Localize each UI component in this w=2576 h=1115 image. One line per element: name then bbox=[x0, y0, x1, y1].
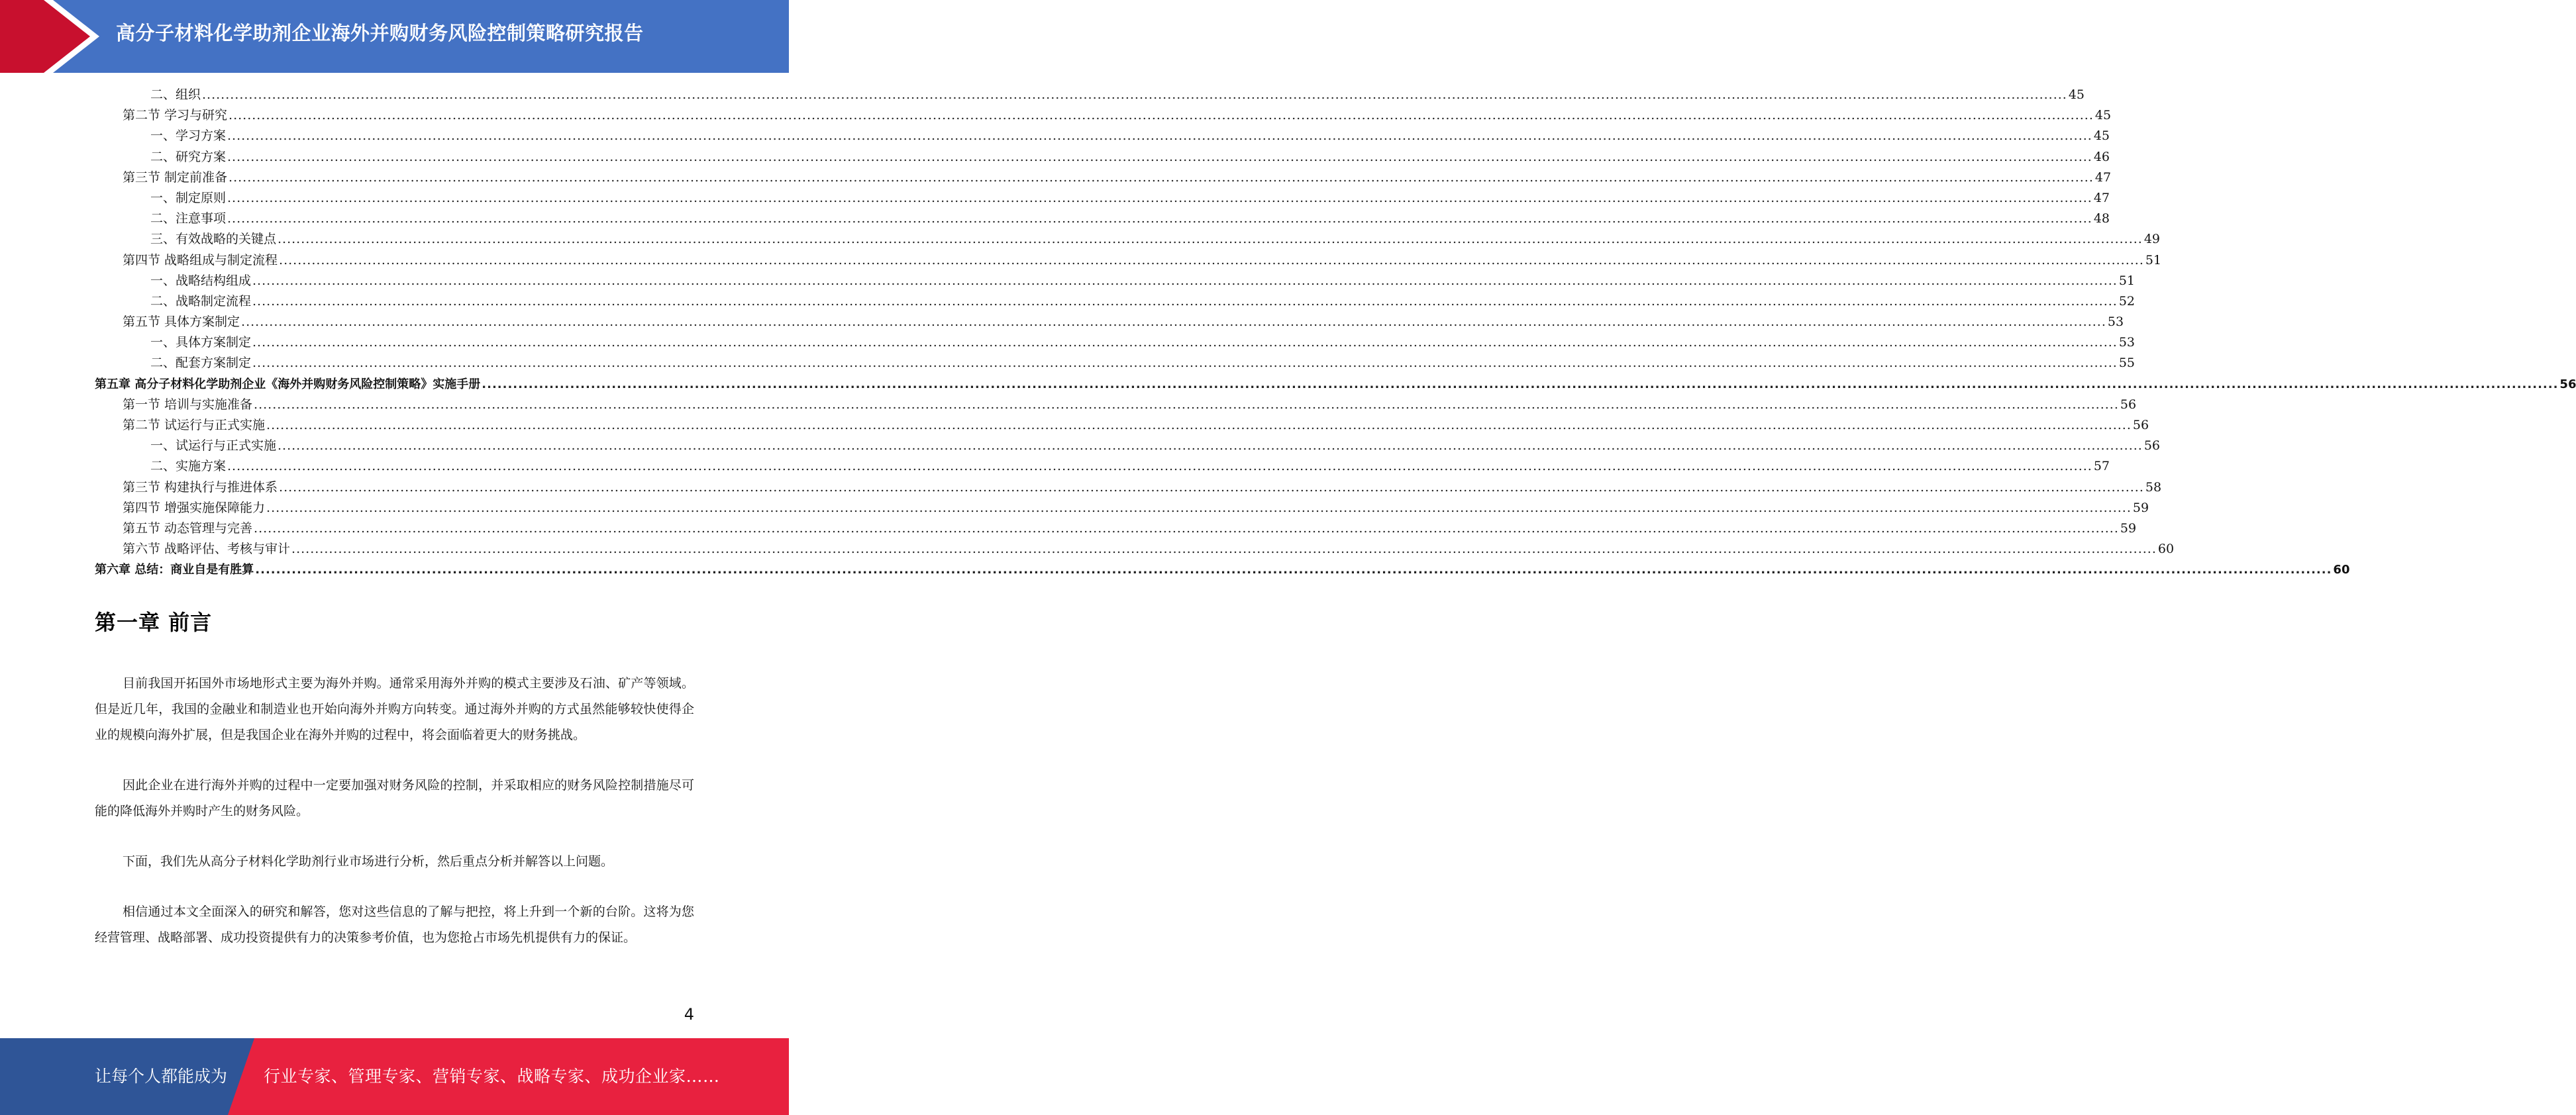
toc-subsection-entry[interactable] bbox=[95, 147, 2110, 168]
toc-entry-title: 第二节 学习与研究 bbox=[123, 108, 228, 123]
toc-subsection-entry[interactable] bbox=[95, 188, 2110, 209]
toc-entry-page: 51 bbox=[2118, 273, 2136, 288]
toc-leader-dots: ................................................................................................................................................................................................................................................................................................................................................................................................................ bbox=[227, 128, 2092, 144]
toc-leader-dots: ................................................................................................................................................................................................................................................................................................................................................................................................................ bbox=[278, 438, 2143, 454]
toc-entry-page: 60 bbox=[2157, 542, 2175, 557]
table-of-contents bbox=[95, 85, 2576, 581]
toc-leader-dots: ................................................................................................................................................................................................................................................................................................................................................................................................................ bbox=[254, 520, 2119, 536]
toc-leader-dots: ................................................................................................................................................................................................................................................................................................................................................................................................................ bbox=[229, 170, 2094, 185]
toc-section-entry[interactable] bbox=[95, 168, 2112, 188]
toc-subsection-entry[interactable] bbox=[95, 291, 2136, 312]
page-footer bbox=[0, 1038, 789, 1115]
toc-entry-page: 56 bbox=[2143, 438, 2161, 454]
toc-entry-title: 二、战略制定流程 bbox=[150, 293, 252, 309]
toc-leader-dots: ................................................................................................................................................................................................................................................................................................................................................................................................................ bbox=[482, 377, 2559, 391]
toc-section-entry[interactable] bbox=[95, 415, 2149, 436]
toc-leader-dots: ................................................................................................................................................................................................................................................................................................................................................................................................................ bbox=[254, 397, 2119, 412]
toc-entry-page: 45 bbox=[2094, 108, 2112, 123]
toc-leader-dots: ................................................................................................................................................................................................................................................................................................................................................................................................................ bbox=[266, 418, 2132, 432]
page-header bbox=[0, 0, 789, 73]
toc-subsection-entry[interactable] bbox=[95, 271, 2136, 291]
toc-section-entry[interactable] bbox=[95, 518, 2137, 539]
toc-entry-page: 56 bbox=[2132, 418, 2149, 432]
toc-entry-page: 53 bbox=[2118, 335, 2136, 350]
paragraph: 因此企业在进行海外并购的过程中一定要加强对财务风险的控制，并采取相应的财务风险控制措施尽可能的降低海外并购时产生的财务风险。 bbox=[95, 778, 694, 818]
footer-slogan-left: 让每个人都能成为 bbox=[95, 1067, 228, 1086]
toc-entry-title: 第五节 具体方案制定 bbox=[123, 315, 240, 330]
toc-leader-dots: ................................................................................................................................................................................................................................................................................................................................................................................................................ bbox=[229, 108, 2094, 123]
toc-entry-title: 二、研究方案 bbox=[150, 149, 227, 164]
toc-leader-dots: ................................................................................................................................................................................................................................................................................................................................................................................................................ bbox=[227, 459, 2092, 474]
toc-entry-title: 一、战略结构组成 bbox=[150, 273, 252, 288]
toc-entry-page: 56 bbox=[2120, 397, 2137, 412]
toc-leader-dots: ................................................................................................................................................................................................................................................................................................................................................................................................................ bbox=[278, 232, 2143, 247]
toc-leader-dots: ................................................................................................................................................................................................................................................................................................................................................................................................................ bbox=[279, 479, 2144, 495]
toc-entry-title: 一、具体方案制定 bbox=[150, 335, 252, 350]
toc-subsection-entry[interactable] bbox=[95, 126, 2110, 146]
toc-entry-page: 55 bbox=[2118, 356, 2136, 371]
toc-entry-page: 58 bbox=[2145, 479, 2162, 495]
paragraph: 下面，我们先从高分子材料化学助剂行业市场进行分析，然后重点分析并解答以上问题。 bbox=[123, 854, 614, 869]
toc-entry-title: 二、实施方案 bbox=[150, 459, 227, 474]
report-title: 高分子材料化学助剂企业海外并购财务风险控制策略研究报告 bbox=[116, 22, 644, 44]
paragraph: 相信通过本文全面深入的研究和解答，您对这些信息的了解与把控，将上升到一个新的台阶。这将为您经营管理、战略部署、成功投资提供有力的决策参考价值，也为您抢占市场先机提供有力的保证。 bbox=[95, 904, 694, 945]
toc-subsection-entry[interactable] bbox=[95, 209, 2110, 229]
toc-section-entry[interactable] bbox=[95, 477, 2162, 498]
toc-entry-title: 第五节 动态管理与完善 bbox=[123, 520, 253, 536]
toc-leader-dots: ................................................................................................................................................................................................................................................................................................................................................................................................................ bbox=[252, 356, 2118, 371]
red-arrow-emblem bbox=[0, 0, 106, 73]
toc-entry-title: 一、试运行与正式实施 bbox=[150, 438, 277, 454]
toc-leader-dots: ................................................................................................................................................................................................................................................................................................................................................................................................................ bbox=[227, 190, 2092, 205]
toc-subsection-entry[interactable] bbox=[95, 332, 2136, 353]
toc-entry-page: 45 bbox=[2093, 128, 2110, 144]
toc-entry-page: 59 bbox=[2120, 520, 2137, 536]
toc-leader-dots: ................................................................................................................................................................................................................................................................................................................................................................................................................ bbox=[291, 542, 2157, 557]
toc-entry-page: 49 bbox=[2143, 232, 2161, 247]
toc-entry-page: 46 bbox=[2093, 149, 2110, 164]
toc-entry-page: 47 bbox=[2093, 190, 2110, 205]
toc-section-entry[interactable] bbox=[95, 250, 2162, 271]
footer-slogan-right: 行业专家、管理专家、营销专家、战略专家、成功企业家…… bbox=[264, 1067, 720, 1086]
toc-leader-dots: ................................................................................................................................................................................................................................................................................................................................................................................................................ bbox=[227, 149, 2092, 164]
toc-leader-dots: ................................................................................................................................................................................................................................................................................................................................................................................................................ bbox=[227, 211, 2092, 226]
toc-entry-page: 45 bbox=[2068, 87, 2085, 102]
toc-leader-dots: ................................................................................................................................................................................................................................................................................................................................................................................................................ bbox=[266, 500, 2132, 515]
toc-subsection-entry[interactable] bbox=[95, 229, 2161, 250]
toc-entry-page: 51 bbox=[2145, 252, 2162, 267]
toc-entry-page: 53 bbox=[2107, 315, 2124, 330]
page-number: 4 bbox=[684, 1005, 694, 1024]
toc-section-entry[interactable] bbox=[95, 395, 2137, 415]
toc-leader-dots: ................................................................................................................................................................................................................................................................................................................................................................................................................ bbox=[252, 335, 2118, 350]
toc-entry-page: 57 bbox=[2093, 459, 2110, 474]
toc-section-entry[interactable] bbox=[95, 105, 2112, 126]
toc-section-entry[interactable] bbox=[95, 498, 2149, 518]
chapter-heading: 第一章 前言 bbox=[95, 610, 213, 635]
chapter-body bbox=[95, 671, 694, 975]
toc-entry-title: 一、学习方案 bbox=[150, 128, 227, 144]
toc-entry-title: 二、注意事项 bbox=[150, 211, 227, 226]
toc-entry-page: 60 bbox=[2333, 563, 2350, 577]
toc-leader-dots: ................................................................................................................................................................................................................................................................................................................................................................................................................ bbox=[202, 87, 2067, 102]
toc-entry-title: 一、制定原则 bbox=[150, 190, 227, 205]
toc-leader-dots: ................................................................................................................................................................................................................................................................................................................................................................................................................ bbox=[252, 273, 2118, 288]
toc-entry-page: 47 bbox=[2094, 170, 2112, 185]
toc-entry-title: 三、有效战略的关键点 bbox=[150, 232, 277, 247]
toc-subsection-entry[interactable] bbox=[95, 85, 2085, 105]
toc-entry-page: 56 bbox=[2559, 377, 2576, 391]
toc-entry-title: 第五章 高分子材料化学助剂企业《海外并购财务风险控制策略》实施手册 bbox=[95, 377, 481, 391]
toc-chapter-entry[interactable] bbox=[95, 559, 2350, 580]
toc-subsection-entry[interactable] bbox=[95, 353, 2136, 373]
toc-chapter-entry[interactable] bbox=[95, 374, 2576, 395]
toc-entry-title: 第六章 总结：商业自是有胜算 bbox=[95, 563, 254, 577]
toc-entry-page: 59 bbox=[2132, 500, 2149, 515]
toc-entry-title: 第四节 战略组成与制定流程 bbox=[123, 252, 278, 267]
toc-entry-title: 第二节 试运行与正式实施 bbox=[123, 418, 266, 432]
paragraph: 目前我国开拓国外市场地形式主要为海外并购。通常采用海外并购的模式主要涉及石油、矿产等领域。但是近几年，我国的金融业和制造业也开始向海外并购方向转变。通过海外并购的方式虽然能够较快使得企业的规模向海外扩展，但是我国企业在海外并购的过程中，将会面临着更大的财务挑战。 bbox=[95, 676, 694, 742]
toc-entry-title: 二、组织 bbox=[150, 87, 201, 102]
toc-entry-page: 52 bbox=[2118, 293, 2136, 309]
toc-leader-dots: ................................................................................................................................................................................................................................................................................................................................................................................................................ bbox=[255, 563, 2332, 577]
toc-entry-page: 48 bbox=[2093, 211, 2110, 226]
toc-entry-title: 第四节 增强实施保障能力 bbox=[123, 500, 266, 515]
toc-leader-dots: ................................................................................................................................................................................................................................................................................................................................................................................................................ bbox=[279, 252, 2144, 267]
toc-entry-title: 第三节 构建执行与推进体系 bbox=[123, 479, 278, 495]
toc-subsection-entry[interactable] bbox=[95, 436, 2161, 456]
toc-leader-dots: ................................................................................................................................................................................................................................................................................................................................................................................................................ bbox=[241, 315, 2106, 330]
toc-leader-dots: ................................................................................................................................................................................................................................................................................................................................................................................................................ bbox=[252, 293, 2118, 309]
toc-entry-title: 第一节 培训与实施准备 bbox=[123, 397, 253, 412]
toc-section-entry[interactable] bbox=[95, 312, 2124, 332]
toc-section-entry[interactable] bbox=[95, 539, 2175, 559]
toc-entry-title: 第三节 制定前准备 bbox=[123, 170, 228, 185]
toc-subsection-entry[interactable] bbox=[95, 456, 2110, 477]
toc-entry-title: 二、配套方案制定 bbox=[150, 356, 252, 371]
arrow-red-shape bbox=[0, 0, 90, 73]
toc-entry-title: 第六节 战略评估、考核与审计 bbox=[123, 542, 291, 557]
